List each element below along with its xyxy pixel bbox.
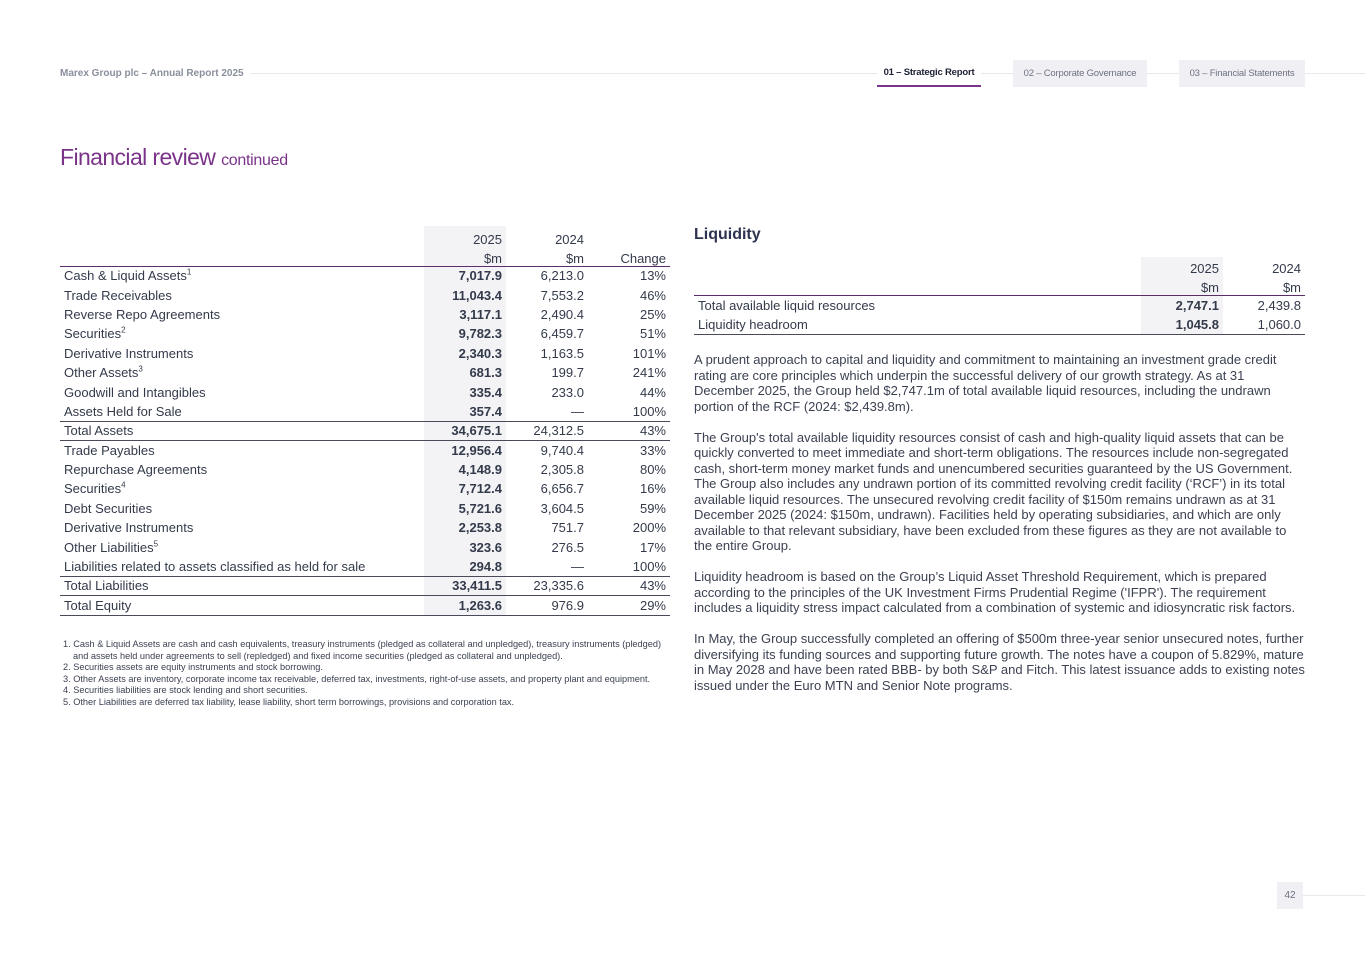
value-2024: 6,213.0 (540, 268, 584, 284)
row-label-text: Cash & Liquid Assets (64, 268, 187, 284)
value-2024: 24,312.5 (506, 421, 588, 440)
footnote-2: 2. Securities assets are equity instruments and stock borrowing. (63, 662, 323, 673)
footnote-ref: 1 (186, 268, 192, 278)
liquidity-table (694, 257, 1305, 335)
value-2024: 976.9 (506, 596, 588, 615)
table-row (694, 296, 1305, 315)
value-change: 51% (639, 326, 666, 342)
value-2024: 2,305.8 (540, 462, 584, 478)
row-label-text: Trade Receivables (64, 287, 172, 303)
value-2025: 335.4 (424, 382, 506, 401)
header-blank (60, 247, 424, 266)
row-label (60, 266, 424, 285)
footnote-ref: 4 (121, 481, 126, 491)
row-label-text: Total Equity (64, 597, 132, 613)
table-row (60, 518, 670, 537)
footnote-5: 5. Other Liabilities are deferred tax liability, lease liability, short term borrowings, provisions and corporation tax. (63, 696, 515, 707)
row-label (60, 421, 424, 440)
table-row (60, 266, 670, 285)
row-label (60, 576, 424, 595)
row-label-text: Other Liabilities (64, 539, 154, 555)
row-label (60, 382, 424, 401)
header-change: Change (588, 247, 670, 266)
value-2024: 233.0 (551, 384, 584, 400)
value-2024: 1,163.5 (540, 345, 584, 361)
table-row (60, 537, 670, 556)
liq-header-2025-unit: $m (1141, 276, 1223, 295)
value-2025: 2,747.1 (1141, 296, 1223, 315)
row-label (60, 479, 424, 498)
row-label (60, 324, 424, 343)
value-change: 59% (639, 500, 666, 516)
value-2025: 12,956.4 (424, 441, 506, 460)
value-2024: 9,740.4 (540, 442, 584, 458)
value-2024: 751.7 (551, 520, 584, 536)
value-change: 33% (639, 442, 666, 458)
table-row (60, 324, 670, 343)
table-row (60, 363, 670, 382)
page-title-suffix: continued (221, 152, 288, 169)
header-blank (694, 257, 1141, 276)
row-label-text: Goodwill and Intangibles (64, 384, 206, 400)
header-2024: 2024 (555, 232, 584, 247)
value-2024: 7,553.2 (540, 287, 584, 303)
page-title-main: Financial review (60, 144, 216, 170)
value-2025: 9,782.3 (424, 324, 506, 343)
header-blank (60, 226, 424, 247)
row-label (60, 518, 424, 537)
value-2024: 2,490.4 (540, 306, 584, 322)
row-label: Liquidity headroom (694, 315, 1141, 334)
page-title (60, 144, 288, 171)
row-label-text: Repurchase Agreements (64, 462, 208, 478)
value-2024: 1,060.0 (1223, 315, 1305, 334)
row-label (60, 557, 424, 576)
table-row (60, 402, 670, 421)
table-row (60, 596, 670, 615)
header-change-blank (588, 226, 670, 247)
value-2025: 3,117.1 (424, 305, 506, 324)
value-2025: 323.6 (424, 537, 506, 556)
header-2025-unit: $m (424, 247, 506, 266)
value-2025: 2,340.3 (424, 344, 506, 363)
value-2024: 6,656.7 (540, 481, 584, 497)
value-change: 241% (632, 365, 666, 381)
value-2024: 276.5 (551, 539, 584, 555)
value-2025: 34,675.1 (424, 421, 506, 440)
liq-header-2024-unit: $m (1223, 276, 1305, 295)
table-row (60, 441, 670, 460)
value-change: 25% (639, 306, 666, 322)
paragraph: Liquidity headroom is based on the Group’s Liquid Asset Threshold Requirement, which is prepared according to the principles of the UK Investment Firms Prudential Regime ('IFPR'). The requirement includes a liquidity stress impact calculated from a combination of systemic and idiosyncratic risk factors. (694, 569, 1296, 615)
value-change: 100% (632, 403, 666, 419)
row-label-text: Liabilities related to assets classified as held for sale (64, 558, 366, 574)
value-change: 101% (632, 345, 666, 361)
liq-header-2024: 2024 (1272, 261, 1301, 277)
row-label-text: Other Assets (64, 365, 139, 381)
row-label (60, 441, 424, 460)
page-number: 42 (1277, 882, 1303, 909)
tab-strategic-report[interactable]: 01 – Strategic Report (877, 60, 981, 87)
value-change: 17% (639, 539, 666, 555)
row-label (60, 285, 424, 304)
row-label (60, 460, 424, 479)
value-change: 43% (588, 576, 670, 595)
row-label (60, 305, 424, 324)
footnote-1: 1. Cash & Liquid Assets are cash and cash equivalents, treasury instruments (pledged as collateral and unpledged), treasury instruments (pledged) and assets held under agreements to sell (repledged) and fixed income securities (pledged as collateral and unpledged). (63, 639, 662, 661)
row-label-text: Total Assets (64, 423, 134, 439)
value-change: 44% (639, 384, 666, 400)
row-label-text: Reverse Repo Agreements (64, 306, 221, 322)
value-change: 80% (639, 462, 666, 478)
value-2025: 294.8 (424, 557, 506, 576)
report-title: Marex Group plc – Annual Report 2025 (60, 68, 244, 79)
footnote-ref: 5 (153, 539, 159, 549)
footnote-ref: 3 (138, 364, 143, 374)
row-label-text: Total Liabilities (64, 578, 149, 594)
liquidity-heading: Liquidity (694, 226, 761, 243)
tab-corporate-governance[interactable]: 02 – Corporate Governance (1013, 60, 1147, 87)
table-row (60, 479, 670, 498)
value-2025: 1,263.6 (424, 596, 506, 615)
footer-divider (1303, 895, 1365, 896)
value-2024: — (571, 403, 584, 419)
table-row (60, 460, 670, 479)
row-label (60, 596, 424, 615)
row-label (60, 537, 424, 556)
row-label-text: Derivative Instruments (64, 520, 194, 536)
value-2025: 681.3 (424, 363, 506, 382)
value-change: 13% (639, 268, 666, 284)
footnote-4: 4. Securities liabilities are stock lending and short securities. (63, 685, 308, 696)
table-row (60, 421, 670, 440)
table-row (60, 499, 670, 518)
value-2025: 11,043.4 (424, 285, 506, 304)
value-change: 29% (588, 596, 670, 615)
table-row (694, 315, 1305, 334)
paragraph: A prudent approach to capital and liquidity and commitment to maintaining an investment grade credit rating are core principles which underpin the successful delivery of our growth strategy. As at 31 December 2025, the Group held $2,747.1m of total available liquid resources, including the undrawn portion of the RCF (2024: $2,439.8m). (694, 352, 1277, 414)
header-2024-unit: $m (506, 247, 588, 266)
value-2024: 23,335.6 (506, 576, 588, 595)
value-2024: 3,604.5 (540, 500, 584, 516)
row-label-text: Securities (64, 326, 122, 342)
footnote-3: 3. Other Assets are inventory, corporate income tax receivable, deferred tax, investments, right-of-use assets, and property plant and equipment. (63, 673, 651, 684)
value-2025: 7,712.4 (424, 479, 506, 498)
liq-header-2025: 2025 (1141, 257, 1223, 276)
value-change: 200% (632, 520, 666, 536)
value-2025: 7,017.9 (424, 266, 506, 285)
value-2025: 4,148.9 (424, 460, 506, 479)
value-change: 43% (588, 421, 670, 440)
value-2024: 199.7 (551, 365, 584, 381)
table-row (60, 576, 670, 595)
paragraph: In May, the Group successfully completed an offering of $500m three-year senior unsecured notes, further diversifying its funding sources and supporting future growth. The notes have a coupon of 5.829%, mature in May 2028 and have been rated BBB- by both S&P and Fitch. This latest issuance adds to existing notes issued under the Euro MTN and Senior Note programs. (694, 631, 1305, 693)
row-label-text: Derivative Instruments (64, 345, 194, 361)
footnotes (60, 639, 670, 709)
value-change: 16% (639, 481, 666, 497)
value-2025: 357.4 (424, 402, 506, 421)
liquidity-body (694, 352, 1305, 709)
row-label (60, 344, 424, 363)
table-row (60, 344, 670, 363)
row-label (60, 363, 424, 382)
value-2024: — (571, 558, 584, 574)
value-2024: 2,439.8 (1257, 298, 1301, 314)
table-row (60, 305, 670, 324)
value-2025: 2,253.8 (424, 518, 506, 537)
row-label-text: Securities (64, 481, 122, 497)
tab-financial-statements[interactable]: 03 – Financial Statements (1179, 60, 1305, 87)
row-label-text: Debt Securities (64, 500, 153, 516)
paragraph: The Group's total available liquidity resources consist of cash and high-quality liquid assets that can be quickly converted to meet immediate and short-term obligations. The resources include non-segregated cash, short-term money market funds and unencumbered securities guaranteed by the US Government. The Group also includes any undrawn portion of its committed revolving credit facility (‘RCF’) in its total available liquid resources. The unsecured revolving credit facility of $150m remains undrawn as at 31 December 2025 (2024: $150m, undrawn). Facilities held by operating subsidiaries, and which are only available to that relevant subsidiary, have been excluded from these figures as they are not available to the entire Group. (694, 429, 1293, 553)
value-change: 46% (639, 287, 666, 303)
table-row (60, 557, 670, 576)
row-label (60, 499, 424, 518)
value-2025: 1,045.8 (1141, 315, 1223, 334)
table-row (60, 285, 670, 304)
balance-sheet-table (60, 226, 670, 616)
row-label (60, 402, 424, 421)
row-label: Total available liquid resources (698, 298, 876, 314)
value-2025: 5,721.6 (424, 499, 506, 518)
value-2024: 6,459.7 (540, 326, 584, 342)
footnote-ref: 2 (121, 326, 126, 336)
value-change: 100% (632, 558, 666, 574)
table-row (60, 382, 670, 401)
value-2025: 33,411.5 (424, 576, 506, 595)
header-blank (694, 276, 1141, 295)
row-label-text: Trade Payables (64, 442, 155, 458)
row-label-text: Assets Held for Sale (64, 403, 182, 419)
header-2025: 2025 (424, 226, 506, 247)
